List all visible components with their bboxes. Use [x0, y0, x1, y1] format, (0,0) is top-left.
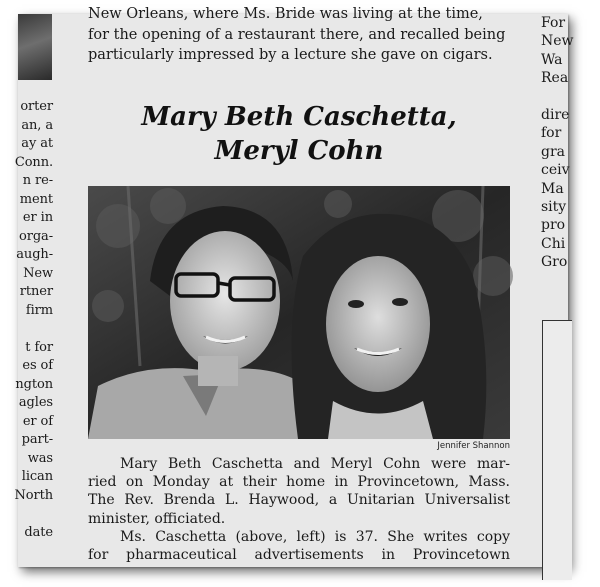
text-line: North	[14, 487, 53, 503]
text-line: New	[541, 33, 574, 50]
text-line: firm	[25, 302, 53, 318]
text-line: an, a	[21, 117, 53, 133]
text-line: orga-	[18, 228, 53, 244]
text-line	[541, 88, 568, 106]
text-line: New Orleans, where Ms. Bride was living at the time,	[88, 6, 483, 22]
text-line: Chi	[541, 235, 566, 252]
text-line	[0, 505, 53, 524]
text-line: sity	[541, 199, 567, 216]
text-line: Gro	[541, 254, 568, 271]
text-line: Conn.	[14, 154, 53, 170]
text-line: New	[23, 265, 53, 281]
headline-line-1: Mary Beth Caschetta,	[141, 102, 457, 132]
left-partial-column	[14, 14, 54, 567]
text-line: n re-	[22, 173, 53, 188]
text-line: For	[541, 15, 566, 31]
text-line: particularly impressed by a lecture she gave on cigars.	[88, 47, 493, 63]
text-line: rtner	[19, 284, 53, 299]
text-line: ment	[19, 191, 53, 207]
text-line: dire	[541, 107, 570, 124]
couple-photo	[88, 186, 510, 439]
text-line: orter	[20, 99, 53, 114]
text-line: gra	[541, 143, 566, 160]
text-line: Ma	[541, 180, 564, 197]
text-line: augh-	[16, 247, 53, 262]
text-line: for	[541, 125, 562, 142]
text-line: pro	[541, 217, 566, 234]
right-sidebar-box	[542, 320, 572, 580]
text-line: er of	[22, 413, 53, 429]
photo-credit: Jennifer Shannon	[437, 441, 510, 451]
newspaper-clipping	[14, 6, 574, 567]
text-line: part-	[21, 432, 53, 447]
text-line: ay at	[21, 136, 53, 151]
text-line: er in	[22, 210, 53, 225]
body-line: minister, officiated.	[88, 510, 226, 527]
text-line: lican	[21, 469, 53, 484]
text-line: Rea	[541, 70, 569, 87]
body-line: Ms. Caschetta (above, left) is 37. She writes copy	[120, 528, 510, 545]
text-line: ceiv	[541, 162, 570, 179]
text-line: Wa	[541, 51, 563, 68]
text-line: for the opening of a restaurant there, and recalled being	[88, 26, 506, 43]
text-line: date	[24, 524, 53, 540]
previous-article-text	[88, 4, 510, 66]
text-line: agles	[18, 395, 53, 410]
text-line: t for	[25, 339, 53, 355]
body-line: The Rev. Brenda L. Haywood, a Unitarian Universalist	[88, 492, 510, 509]
text-line: ngton	[15, 376, 53, 392]
text-line: es of	[22, 358, 53, 373]
left-photo-fragment	[18, 14, 52, 80]
left-column-text	[0, 98, 53, 542]
headline	[88, 100, 510, 168]
body-line: for pharmaceutical advertisements in Provincetown	[88, 547, 510, 564]
text-line: was	[27, 450, 53, 466]
body-line: Mary Beth Caschetta and Meryl Cohn were mar-	[120, 456, 510, 472]
body-line: ried on Monday at their home in Provincetown, Mass.	[88, 474, 510, 491]
announcement-body	[88, 455, 510, 564]
text-line	[0, 320, 53, 339]
headline-line-2: Meryl Cohn	[214, 136, 384, 166]
